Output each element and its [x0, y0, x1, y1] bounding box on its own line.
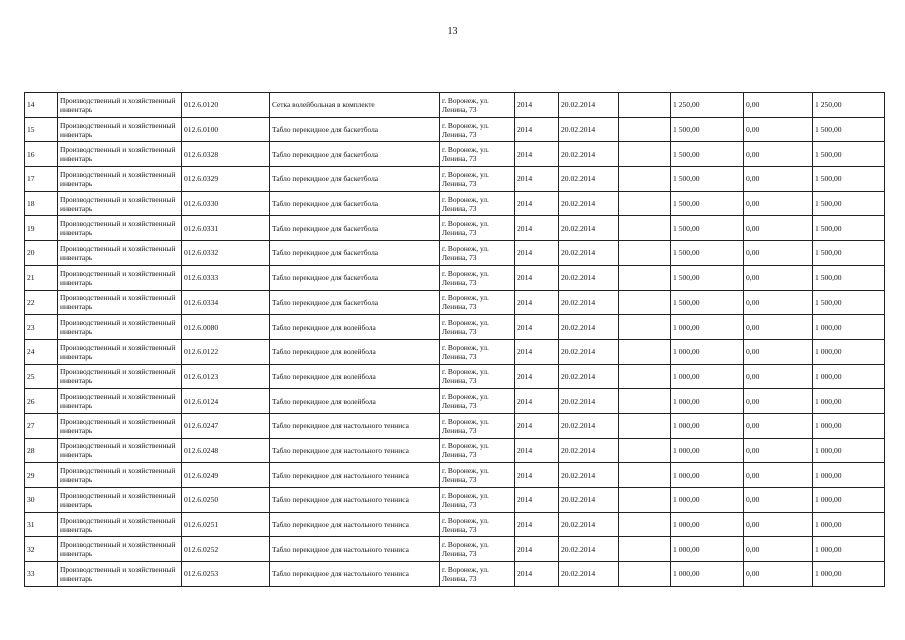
initial-cost-cell: 1 000,00	[671, 364, 744, 389]
address-cell: г. Воронеж, ул. Ленина, 73	[440, 413, 515, 438]
item-name-cell: Табло перекидное для настольного тенниса	[270, 512, 440, 537]
row-number-cell: 16	[25, 142, 58, 167]
residual-cost-cell: 1 000,00	[813, 339, 885, 364]
date-cell: 20.02.2014	[559, 191, 619, 216]
table-row	[25, 191, 885, 216]
date-cell: 20.02.2014	[559, 438, 619, 463]
table-row	[25, 488, 885, 513]
depreciation-cell: 0,00	[744, 93, 813, 118]
date-cell: 20.02.2014	[559, 117, 619, 142]
category-cell: Производственный и хозяйственный инвентарь	[58, 389, 182, 414]
row-number-cell: 20	[25, 241, 58, 266]
residual-cost-cell: 1 000,00	[813, 463, 885, 488]
address-cell: г. Воронеж, ул. Ленина, 73	[440, 562, 515, 587]
initial-cost-cell: 1 500,00	[671, 265, 744, 290]
row-number-cell: 17	[25, 167, 58, 192]
date-cell: 20.02.2014	[559, 142, 619, 167]
empty-cell	[619, 438, 671, 463]
empty-cell	[619, 167, 671, 192]
year-cell: 2014	[515, 117, 559, 142]
row-number-cell: 21	[25, 265, 58, 290]
empty-cell	[619, 488, 671, 513]
year-cell: 2014	[515, 191, 559, 216]
inventory-code-cell: 012.6.0247	[182, 413, 270, 438]
empty-cell	[619, 537, 671, 562]
depreciation-cell: 0,00	[744, 290, 813, 315]
initial-cost-cell: 1 500,00	[671, 117, 744, 142]
category-cell: Производственный и хозяйственный инвентарь	[58, 488, 182, 513]
depreciation-cell: 0,00	[744, 315, 813, 340]
initial-cost-cell: 1 500,00	[671, 167, 744, 192]
initial-cost-cell: 1 000,00	[671, 537, 744, 562]
category-cell: Производственный и хозяйственный инвентарь	[58, 438, 182, 463]
empty-cell	[619, 117, 671, 142]
year-cell: 2014	[515, 488, 559, 513]
year-cell: 2014	[515, 512, 559, 537]
residual-cost-cell: 1 500,00	[813, 142, 885, 167]
residual-cost-cell: 1 500,00	[813, 191, 885, 216]
year-cell: 2014	[515, 562, 559, 587]
row-number-cell: 14	[25, 93, 58, 118]
item-name-cell: Табло перекидное для баскетбола	[270, 265, 440, 290]
item-name-cell: Табло перекидное для баскетбола	[270, 117, 440, 142]
date-cell: 20.02.2014	[559, 463, 619, 488]
category-cell: Производственный и хозяйственный инвентарь	[58, 562, 182, 587]
depreciation-cell: 0,00	[744, 364, 813, 389]
residual-cost-cell: 1 000,00	[813, 562, 885, 587]
year-cell: 2014	[515, 216, 559, 241]
empty-cell	[619, 389, 671, 414]
address-cell: г. Воронеж, ул. Ленина, 73	[440, 315, 515, 340]
category-cell: Производственный и хозяйственный инвентарь	[58, 265, 182, 290]
table-row	[25, 438, 885, 463]
year-cell: 2014	[515, 241, 559, 266]
year-cell: 2014	[515, 142, 559, 167]
category-cell: Производственный и хозяйственный инвентарь	[58, 413, 182, 438]
item-name-cell: Табло перекидное для волейбола	[270, 315, 440, 340]
empty-cell	[619, 93, 671, 118]
empty-cell	[619, 241, 671, 266]
initial-cost-cell: 1 000,00	[671, 562, 744, 587]
row-number-cell: 18	[25, 191, 58, 216]
depreciation-cell: 0,00	[744, 339, 813, 364]
date-cell: 20.02.2014	[559, 315, 619, 340]
residual-cost-cell: 1 000,00	[813, 315, 885, 340]
item-name-cell: Табло перекидное для волейбола	[270, 389, 440, 414]
category-cell: Производственный и хозяйственный инвентарь	[58, 339, 182, 364]
empty-cell	[619, 191, 671, 216]
inventory-code-cell: 012.6.0123	[182, 364, 270, 389]
depreciation-cell: 0,00	[744, 191, 813, 216]
item-name-cell: Табло перекидное для настольного тенниса	[270, 562, 440, 587]
address-cell: г. Воронеж, ул. Ленина, 73	[440, 191, 515, 216]
residual-cost-cell: 1 000,00	[813, 364, 885, 389]
row-number-cell: 27	[25, 413, 58, 438]
category-cell: Производственный и хозяйственный инвентарь	[58, 167, 182, 192]
year-cell: 2014	[515, 413, 559, 438]
initial-cost-cell: 1 500,00	[671, 142, 744, 167]
address-cell: г. Воронеж, ул. Ленина, 73	[440, 389, 515, 414]
empty-cell	[619, 290, 671, 315]
table-row	[25, 562, 885, 587]
depreciation-cell: 0,00	[744, 512, 813, 537]
row-number-cell: 23	[25, 315, 58, 340]
address-cell: г. Воронеж, ул. Ленина, 73	[440, 488, 515, 513]
year-cell: 2014	[515, 167, 559, 192]
table-row	[25, 167, 885, 192]
initial-cost-cell: 1 250,00	[671, 93, 744, 118]
address-cell: г. Воронеж, ул. Ленина, 73	[440, 438, 515, 463]
item-name-cell: Табло перекидное для настольного тенниса	[270, 488, 440, 513]
depreciation-cell: 0,00	[744, 142, 813, 167]
initial-cost-cell: 1 500,00	[671, 216, 744, 241]
inventory-table	[24, 92, 885, 587]
inventory-code-cell: 012.6.0248	[182, 438, 270, 463]
category-cell: Производственный и хозяйственный инвентарь	[58, 93, 182, 118]
residual-cost-cell: 1 500,00	[813, 265, 885, 290]
table-row	[25, 512, 885, 537]
inventory-code-cell: 012.6.0124	[182, 389, 270, 414]
address-cell: г. Воронеж, ул. Ленина, 73	[440, 512, 515, 537]
residual-cost-cell: 1 500,00	[813, 290, 885, 315]
initial-cost-cell: 1 000,00	[671, 413, 744, 438]
address-cell: г. Воронеж, ул. Ленина, 73	[440, 167, 515, 192]
table-row	[25, 216, 885, 241]
row-number-cell: 26	[25, 389, 58, 414]
address-cell: г. Воронеж, ул. Ленина, 73	[440, 339, 515, 364]
item-name-cell: Табло перекидное для баскетбола	[270, 191, 440, 216]
inventory-code-cell: 012.6.0252	[182, 537, 270, 562]
date-cell: 20.02.2014	[559, 265, 619, 290]
residual-cost-cell: 1 500,00	[813, 241, 885, 266]
category-cell: Производственный и хозяйственный инвентарь	[58, 117, 182, 142]
depreciation-cell: 0,00	[744, 463, 813, 488]
initial-cost-cell: 1 000,00	[671, 389, 744, 414]
category-cell: Производственный и хозяйственный инвентарь	[58, 290, 182, 315]
year-cell: 2014	[515, 463, 559, 488]
item-name-cell: Табло перекидное для настольного тенниса	[270, 413, 440, 438]
item-name-cell: Табло перекидное для настольного тенниса	[270, 537, 440, 562]
category-cell: Производственный и хозяйственный инвентарь	[58, 191, 182, 216]
page-number: 13	[447, 26, 458, 37]
address-cell: г. Воронеж, ул. Ленина, 73	[440, 216, 515, 241]
depreciation-cell: 0,00	[744, 389, 813, 414]
residual-cost-cell: 1 000,00	[813, 537, 885, 562]
inventory-code-cell: 012.6.0328	[182, 142, 270, 167]
initial-cost-cell: 1 500,00	[671, 290, 744, 315]
depreciation-cell: 0,00	[744, 216, 813, 241]
inventory-code-cell: 012.6.0331	[182, 216, 270, 241]
table-row	[25, 364, 885, 389]
initial-cost-cell: 1 000,00	[671, 438, 744, 463]
inventory-code-cell: 012.6.0249	[182, 463, 270, 488]
row-number-cell: 24	[25, 339, 58, 364]
address-cell: г. Воронеж, ул. Ленина, 73	[440, 537, 515, 562]
category-cell: Производственный и хозяйственный инвентарь	[58, 463, 182, 488]
empty-cell	[619, 339, 671, 364]
residual-cost-cell: 1 500,00	[813, 216, 885, 241]
date-cell: 20.02.2014	[559, 389, 619, 414]
empty-cell	[619, 512, 671, 537]
table-row	[25, 315, 885, 340]
empty-cell	[619, 463, 671, 488]
category-cell: Производственный и хозяйственный инвентарь	[58, 241, 182, 266]
initial-cost-cell: 1 000,00	[671, 488, 744, 513]
year-cell: 2014	[515, 339, 559, 364]
depreciation-cell: 0,00	[744, 562, 813, 587]
row-number-cell: 29	[25, 463, 58, 488]
residual-cost-cell: 1 500,00	[813, 117, 885, 142]
item-name-cell: Табло перекидное для настольного тенниса	[270, 438, 440, 463]
empty-cell	[619, 142, 671, 167]
item-name-cell: Табло перекидное для баскетбола	[270, 142, 440, 167]
initial-cost-cell: 1 000,00	[671, 463, 744, 488]
inventory-code-cell: 012.6.0332	[182, 241, 270, 266]
item-name-cell: Табло перекидное для баскетбола	[270, 241, 440, 266]
row-number-cell: 22	[25, 290, 58, 315]
item-name-cell: Сетка волейбольная в комплекте	[270, 93, 440, 118]
date-cell: 20.02.2014	[559, 241, 619, 266]
date-cell: 20.02.2014	[559, 512, 619, 537]
depreciation-cell: 0,00	[744, 413, 813, 438]
inventory-code-cell: 012.6.0333	[182, 265, 270, 290]
table-row	[25, 463, 885, 488]
date-cell: 20.02.2014	[559, 290, 619, 315]
residual-cost-cell: 1 000,00	[813, 438, 885, 463]
inventory-code-cell: 012.6.0122	[182, 339, 270, 364]
category-cell: Производственный и хозяйственный инвентарь	[58, 216, 182, 241]
empty-cell	[619, 562, 671, 587]
initial-cost-cell: 1 500,00	[671, 241, 744, 266]
date-cell: 20.02.2014	[559, 364, 619, 389]
table-row	[25, 389, 885, 414]
year-cell: 2014	[515, 93, 559, 118]
year-cell: 2014	[515, 290, 559, 315]
initial-cost-cell: 1 500,00	[671, 191, 744, 216]
item-name-cell: Табло перекидное для волейбола	[270, 364, 440, 389]
row-number-cell: 28	[25, 438, 58, 463]
address-cell: г. Воронеж, ул. Ленина, 73	[440, 364, 515, 389]
empty-cell	[619, 216, 671, 241]
category-cell: Производственный и хозяйственный инвентарь	[58, 364, 182, 389]
row-number-cell: 32	[25, 537, 58, 562]
year-cell: 2014	[515, 537, 559, 562]
row-number-cell: 19	[25, 216, 58, 241]
year-cell: 2014	[515, 315, 559, 340]
table-row	[25, 117, 885, 142]
address-cell: г. Воронеж, ул. Ленина, 73	[440, 265, 515, 290]
inventory-code-cell: 012.6.0329	[182, 167, 270, 192]
inventory-code-cell: 012.6.0251	[182, 512, 270, 537]
residual-cost-cell: 1 000,00	[813, 413, 885, 438]
year-cell: 2014	[515, 389, 559, 414]
table-row	[25, 142, 885, 167]
category-cell: Производственный и хозяйственный инвентарь	[58, 512, 182, 537]
item-name-cell: Табло перекидное для баскетбола	[270, 290, 440, 315]
table-row	[25, 265, 885, 290]
address-cell: г. Воронеж, ул. Ленина, 73	[440, 241, 515, 266]
residual-cost-cell: 1 000,00	[813, 488, 885, 513]
table-row	[25, 413, 885, 438]
empty-cell	[619, 265, 671, 290]
inventory-code-cell: 012.6.0250	[182, 488, 270, 513]
address-cell: г. Воронеж, ул. Ленина, 73	[440, 93, 515, 118]
category-cell: Производственный и хозяйственный инвентарь	[58, 537, 182, 562]
address-cell: г. Воронеж, ул. Ленина, 73	[440, 463, 515, 488]
initial-cost-cell: 1 000,00	[671, 315, 744, 340]
table-row	[25, 93, 885, 118]
table-row	[25, 290, 885, 315]
item-name-cell: Табло перекидное для волейбола	[270, 339, 440, 364]
inventory-code-cell: 012.6.0120	[182, 93, 270, 118]
item-name-cell: Табло перекидное для баскетбола	[270, 216, 440, 241]
row-number-cell: 33	[25, 562, 58, 587]
date-cell: 20.02.2014	[559, 93, 619, 118]
row-number-cell: 25	[25, 364, 58, 389]
depreciation-cell: 0,00	[744, 488, 813, 513]
date-cell: 20.02.2014	[559, 488, 619, 513]
empty-cell	[619, 413, 671, 438]
empty-cell	[619, 364, 671, 389]
year-cell: 2014	[515, 438, 559, 463]
item-name-cell: Табло перекидное для баскетбола	[270, 167, 440, 192]
row-number-cell: 30	[25, 488, 58, 513]
category-cell: Производственный и хозяйственный инвентарь	[58, 142, 182, 167]
depreciation-cell: 0,00	[744, 537, 813, 562]
inventory-code-cell: 012.6.0334	[182, 290, 270, 315]
date-cell: 20.02.2014	[559, 216, 619, 241]
table-row	[25, 339, 885, 364]
inventory-code-cell: 012.6.0253	[182, 562, 270, 587]
address-cell: г. Воронеж, ул. Ленина, 73	[440, 290, 515, 315]
depreciation-cell: 0,00	[744, 241, 813, 266]
year-cell: 2014	[515, 364, 559, 389]
date-cell: 20.02.2014	[559, 413, 619, 438]
residual-cost-cell: 1 500,00	[813, 167, 885, 192]
initial-cost-cell: 1 000,00	[671, 512, 744, 537]
address-cell: г. Воронеж, ул. Ленина, 73	[440, 142, 515, 167]
depreciation-cell: 0,00	[744, 438, 813, 463]
item-name-cell: Табло перекидное для настольного тенниса	[270, 463, 440, 488]
depreciation-cell: 0,00	[744, 167, 813, 192]
empty-cell	[619, 315, 671, 340]
date-cell: 20.02.2014	[559, 537, 619, 562]
inventory-code-cell: 012.6.0330	[182, 191, 270, 216]
address-cell: г. Воронеж, ул. Ленина, 73	[440, 117, 515, 142]
inventory-code-cell: 012.6.0100	[182, 117, 270, 142]
initial-cost-cell: 1 000,00	[671, 339, 744, 364]
date-cell: 20.02.2014	[559, 339, 619, 364]
inventory-code-cell: 012.6.0080	[182, 315, 270, 340]
depreciation-cell: 0,00	[744, 265, 813, 290]
date-cell: 20.02.2014	[559, 562, 619, 587]
depreciation-cell: 0,00	[744, 117, 813, 142]
residual-cost-cell: 1 000,00	[813, 389, 885, 414]
row-number-cell: 31	[25, 512, 58, 537]
table-row	[25, 537, 885, 562]
row-number-cell: 15	[25, 117, 58, 142]
year-cell: 2014	[515, 265, 559, 290]
category-cell: Производственный и хозяйственный инвентарь	[58, 315, 182, 340]
residual-cost-cell: 1 000,00	[813, 512, 885, 537]
residual-cost-cell: 1 250,00	[813, 93, 885, 118]
date-cell: 20.02.2014	[559, 167, 619, 192]
table-row	[25, 241, 885, 266]
